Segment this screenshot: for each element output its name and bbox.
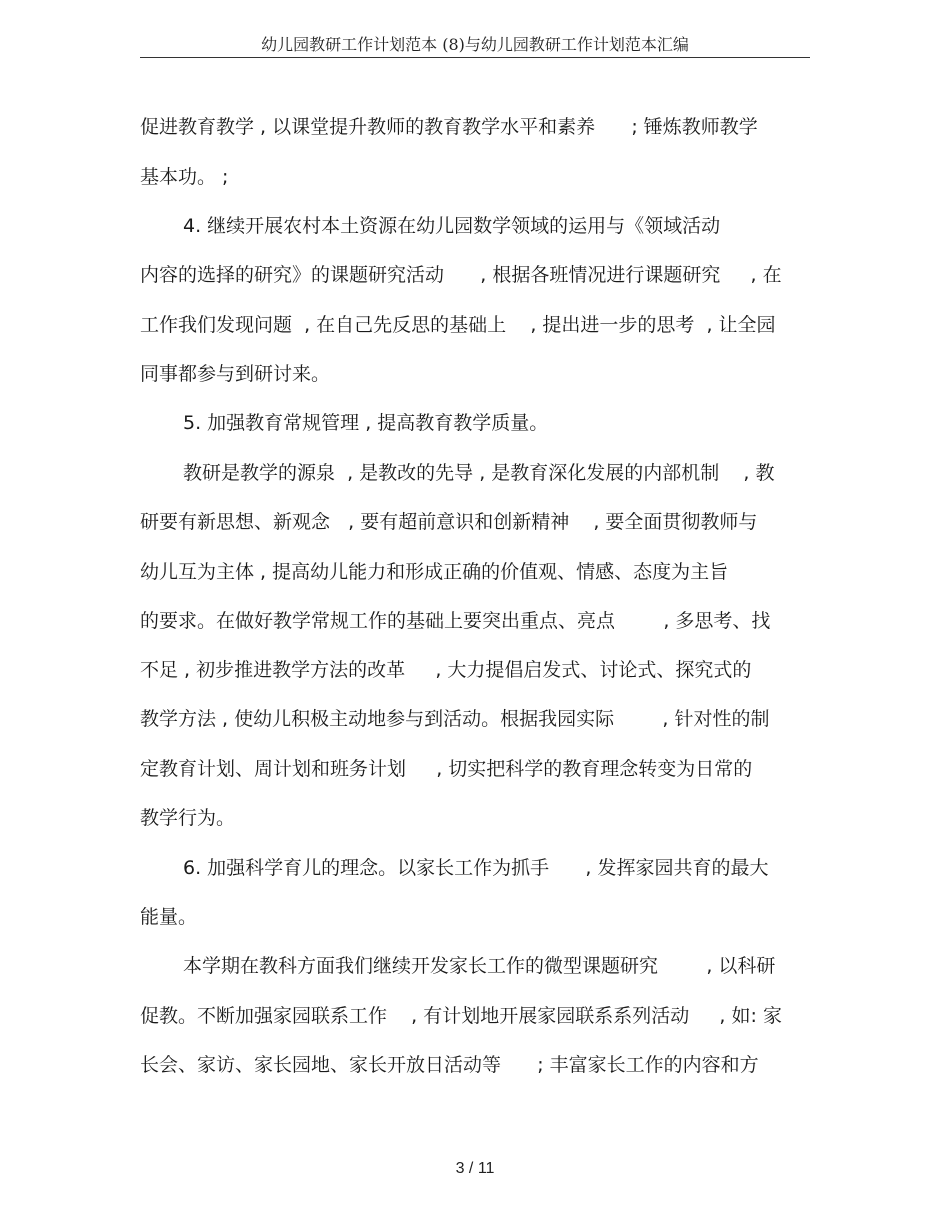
body-line: 不足 , 初步推进教学方法的改革 , 大力提倡启发式、讨论式、探究式的: [140, 659, 752, 681]
body-line: 定教育计划、周计划和班务计划 , 切实把科学的教育理念转变为日常的: [140, 758, 753, 780]
body-line: 幼儿互为主体 , 提高幼儿能力和形成正确的价值观、情感、态度为主旨: [140, 561, 729, 583]
body-line: 5. 加强教育常规管理 , 提高教育教学质量。: [183, 412, 549, 434]
body-line: 教研是教学的源泉 , 是教改的先导 , 是教育深化发展的内部机制 , 教: [183, 462, 775, 484]
body-line: 能量。: [140, 906, 198, 928]
page-header-title: 幼儿园教研工作计划范本 (8)与幼儿园教研工作计划范本汇编: [261, 35, 689, 54]
body-line: 基本功。 ;: [140, 166, 229, 188]
body-line: 同事都参与到研讨来。: [140, 363, 331, 385]
body-line: 长会、家访、家长园地、家长开放日活动等 ; 丰富家长工作的内容和方: [140, 1054, 759, 1076]
body-line: 教学方法 , 使幼儿积极主动地参与到活动。根据我园实际 , 针对性的制: [140, 708, 770, 730]
body-line: 内容的选择的研究》的课题研究活动 , 根据各班情况进行课题研究 , 在: [140, 264, 782, 286]
body-line: 促进教育教学 , 以课堂提升教师的教育教学水平和素养 ; 锤炼教师教学: [140, 116, 758, 138]
header-divider: [140, 57, 810, 58]
body-line: 的要求。在做好教学常规工作的基础上要突出重点、亮点 , 多思考、找: [140, 610, 771, 632]
body-line: 促教。不断加强家园联系工作 , 有计划地开展家园联系系列活动 , 如: 家: [140, 1005, 782, 1027]
body-line: 教学行为。: [140, 807, 236, 829]
body-line: 研要有新思想、新观念 , 要有超前意识和创新精神 , 要全面贯彻教师与: [140, 511, 758, 533]
body-line: 本学期在教科方面我们继续开发家长工作的微型课题研究 , 以科研: [183, 955, 776, 977]
body-line: 工作我们发现问题 , 在自己先反思的基础上 , 提出进一步的思考 , 让全园: [140, 314, 776, 336]
page-number: 3 / 11: [455, 1160, 495, 1177]
body-line: 6. 加强科学育儿的理念。以家长工作为抓手 , 发挥家园共育的最大: [183, 857, 769, 879]
body-line: 4. 继续开展农村本土资源在幼儿园数学领域的运用与《领域活动: [183, 215, 721, 237]
